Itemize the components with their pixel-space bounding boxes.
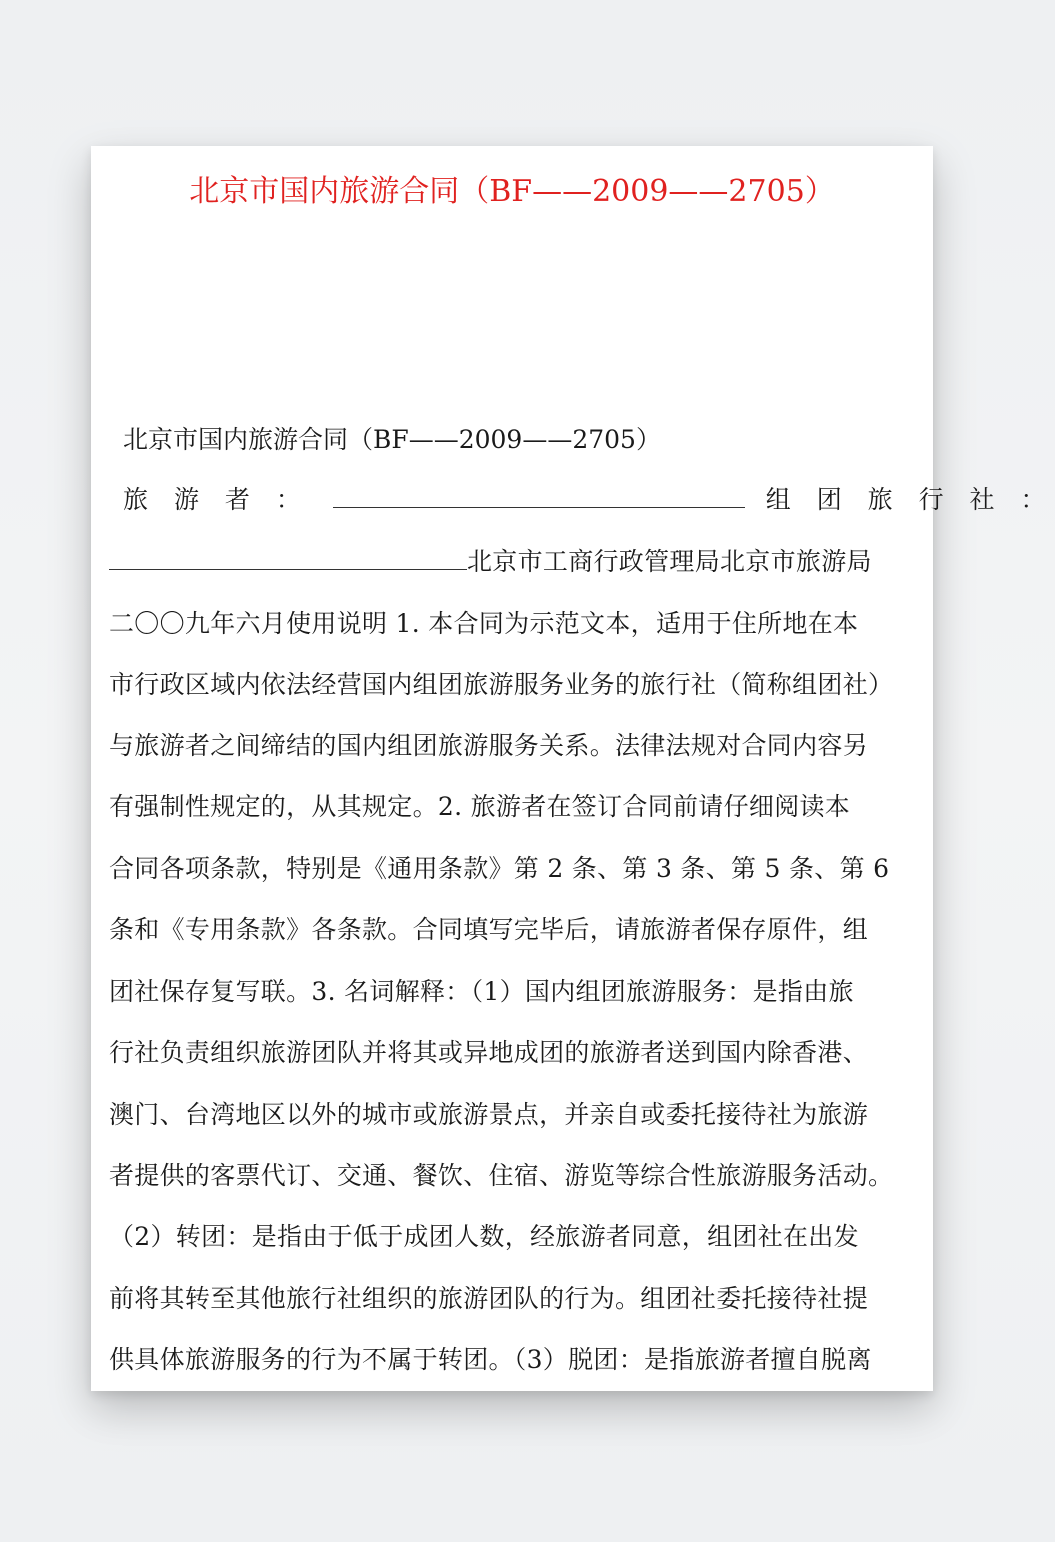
body-line: 有强制性规定的，从其规定。2. 旅游者在签订合同前请仔细阅读本 <box>109 792 851 821</box>
body-line: 行社负责组织旅游团队并将其或异地成团的旅游者送到国内除香港、 <box>109 1038 869 1067</box>
party-line <box>123 482 1055 518</box>
body-line: 二〇〇九年六月使用说明 1. 本合同为示范文本，适用于住所地在本 <box>109 609 859 638</box>
body-line: 供具体旅游服务的行为不属于转团。（3）脱团：是指旅游者擅自脱离 <box>109 1345 872 1374</box>
body-line: 合同各项条款，特别是《通用条款》第 2 条、第 3 条、第 5 条、第 6 <box>109 854 890 883</box>
document-title: 北京市国内旅游合同（BF——2009——2705） <box>189 174 835 209</box>
body-line: 与旅游者之间缔结的国内组团旅游服务关系。法律法规对合同内容另 <box>109 731 869 760</box>
issuer-text: 北京市工商行政管理局北京市旅游局 <box>467 547 872 576</box>
body-line: 者提供的客票代订、交通、餐饮、住宿、游览等综合性旅游服务活动。 <box>109 1161 894 1190</box>
agency-blank <box>109 567 467 570</box>
agency-label: 组 团 旅 行 社 ： <box>765 485 1055 514</box>
tourist-label: 旅 游 者 ： <box>123 485 310 514</box>
contract-subtitle: 北京市国内旅游合同（BF——2009——2705） <box>123 425 661 454</box>
body-line: 市行政区域内依法经营国内组团旅游服务业务的旅行社（简称组团社） <box>109 670 894 699</box>
tourist-blank <box>333 505 745 508</box>
issuer-line <box>109 544 949 580</box>
body-line: 前将其转至其他旅行社组织的旅游团队的行为。组团社委托接待社提 <box>109 1284 869 1313</box>
body-line: （2）转团：是指由于低于成团人数，经旅游者同意，组团社在出发 <box>109 1222 859 1251</box>
body-line: 条和《专用条款》各条款。合同填写完毕后，请旅游者保存原件，组 <box>109 915 869 944</box>
body-line: 团社保存复写联。3. 名词解释：（1）国内组团旅游服务：是指由旅 <box>109 977 854 1006</box>
document-page <box>91 146 1055 1391</box>
body-line: 澳门、台湾地区以外的城市或旅游景点，并亲自或委托接待社为旅游 <box>109 1100 869 1129</box>
